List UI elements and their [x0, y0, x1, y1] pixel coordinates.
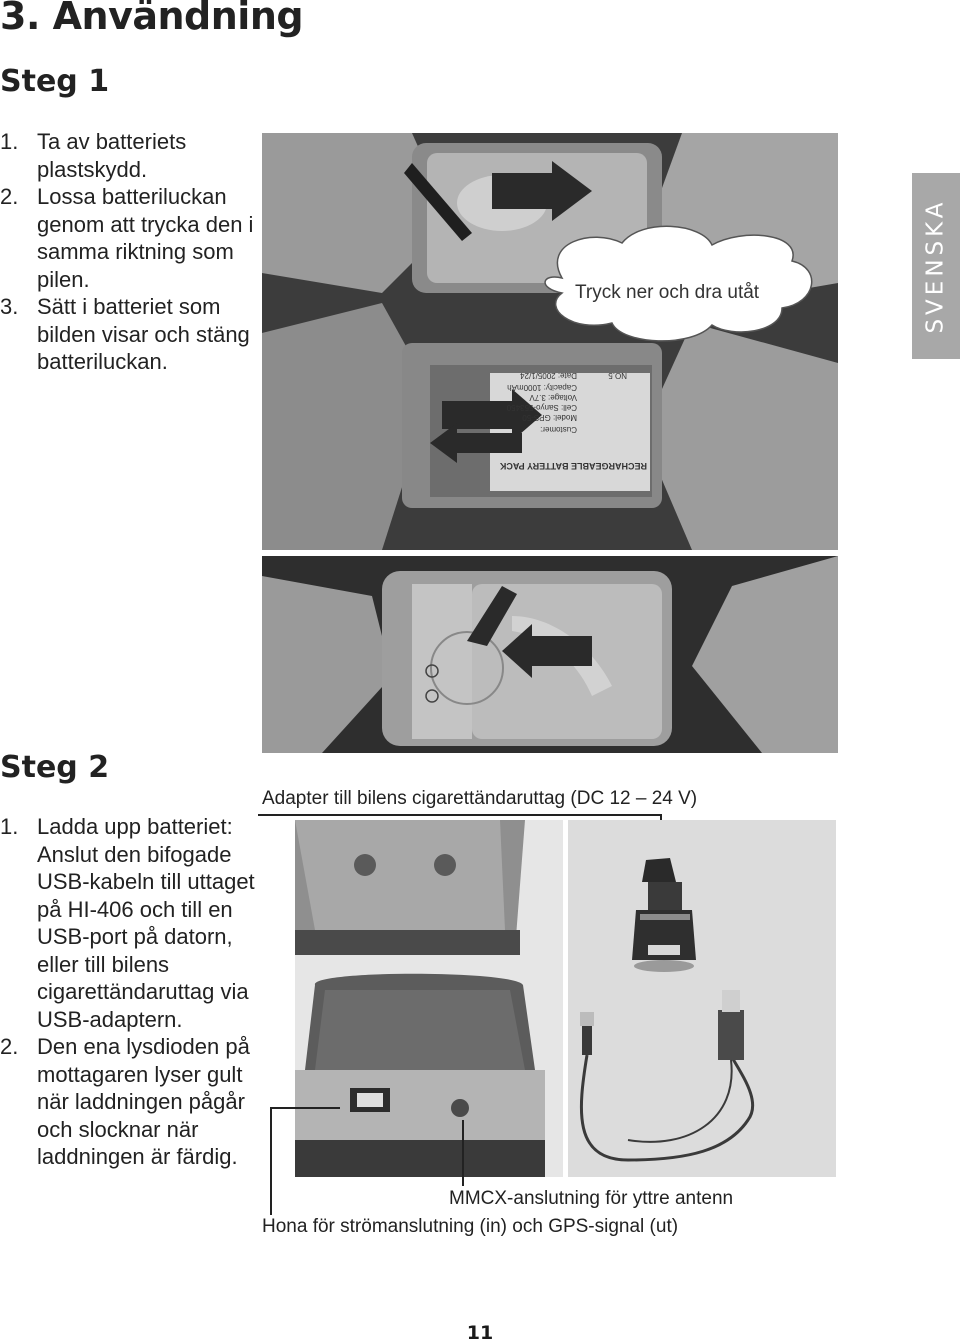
callout-line: [258, 814, 662, 816]
callout-line: [462, 1120, 464, 1186]
svg-text:Capacity: 1000mAh: Capacity: 1000mAh: [507, 383, 577, 392]
svg-text:Voltage: 3.7V: Voltage: 3.7V: [529, 393, 577, 402]
step2-list: [0, 813, 258, 1171]
callout-line: [270, 1107, 340, 1109]
language-tab-label: SVENSKA: [923, 198, 949, 334]
callout-line: [270, 1107, 272, 1215]
receiver-photo: [295, 820, 563, 1177]
step1-list: [0, 128, 258, 376]
step1-item: 1. Ta av batteriets plastskydd.: [0, 129, 187, 182]
language-tab: [912, 173, 960, 359]
mmcx-label: MMCX-anslutning för yttre antenn: [449, 1188, 734, 1209]
svg-text:Model: GPS-50: Model: GPS-50: [522, 413, 577, 422]
svg-text:RECHARGEABLE BATTERY PACK: RECHARGEABLE BATTERY PACK: [499, 461, 647, 471]
svg-text:Customer:: Customer:: [540, 425, 577, 434]
step2-item: 2. Den ena lysdioden på mottagaren lyser gult när laddningen pågår och slocknar när laddningen är färdig.: [0, 1034, 250, 1169]
svg-text:Date: 2005/1/24: Date: 2005/1/24: [520, 371, 577, 380]
step1-heading: Steg 1: [0, 64, 110, 99]
step1-item: 2. Lossa batteriluckan genom att trycka den i samma riktning som pilen.: [0, 184, 254, 292]
adapter-label: Adapter till bilens cigarettändaruttag (DC 12 – 24 V): [262, 788, 698, 809]
accessories-photo: [568, 820, 836, 1177]
svg-text:NO.5: NO.5: [608, 371, 627, 380]
step2-heading: Steg 2: [0, 750, 110, 785]
section-title: 3. Användning: [0, 0, 304, 38]
page-number: 11: [466, 1322, 494, 1344]
svg-text:Cell: Sanyo-553450: Cell: Sanyo-553450: [506, 403, 577, 412]
step2-item: 1. Ladda upp batteriet: Anslut den bifogade USB-kabeln till uttaget på HI-406 och till en USB-port på datorn, eller till bilens cigarettändaruttag via USB-adaptern.: [0, 814, 255, 1032]
battery-door-photo: [262, 556, 838, 753]
power-label: Hona för strömanslutning (in) och GPS-signal (ut): [262, 1216, 679, 1237]
battery-insertion-photo: [262, 133, 838, 550]
step1-item: 3. Sätt i batteriet som bilden visar och stäng batteriluckan.: [0, 294, 250, 374]
photo-caption: Tryck ner och dra utåt: [575, 282, 760, 303]
